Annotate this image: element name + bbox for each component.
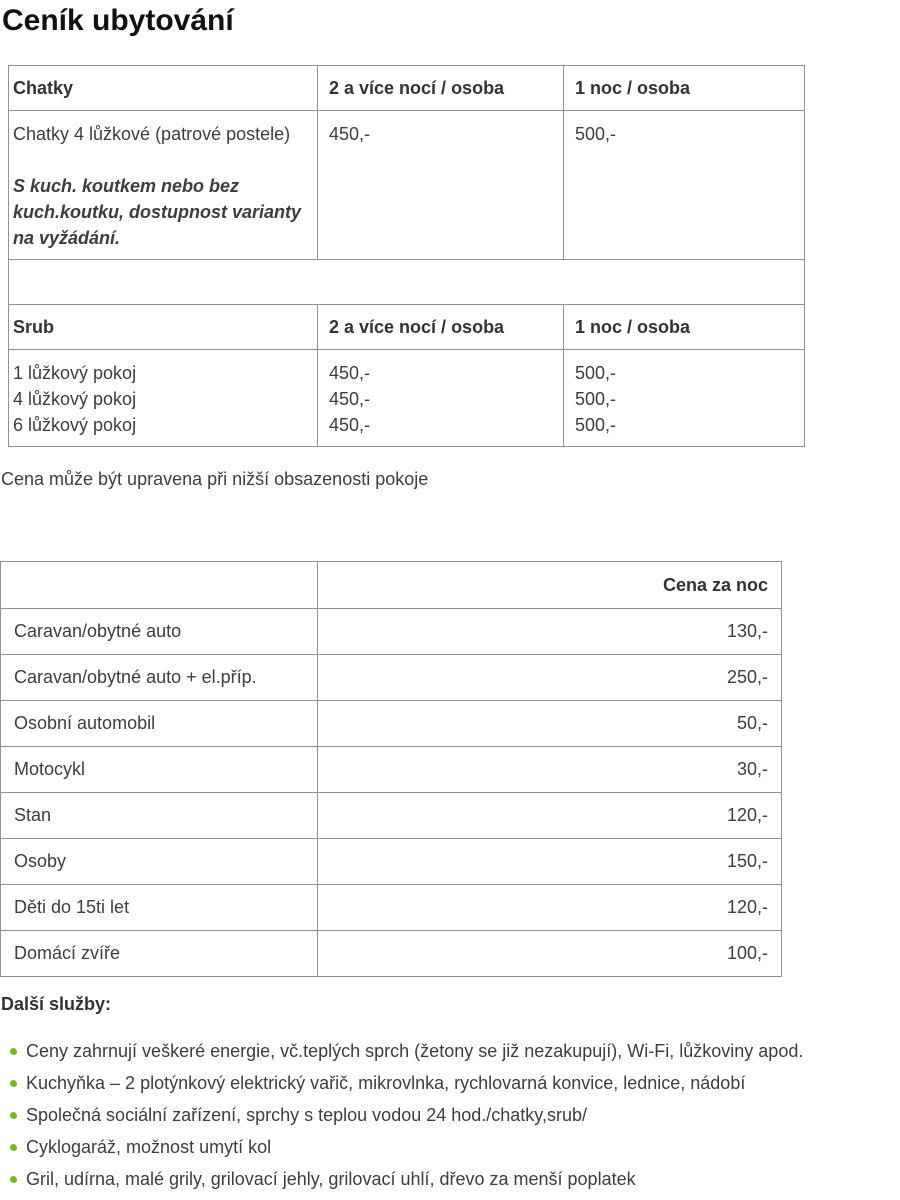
chatky-header-cell: Chatky <box>9 66 318 111</box>
services-list <box>0 1035 900 1195</box>
table-row <box>1 701 782 747</box>
occupancy-note: Cena může být upravena při nižší obsazenosti pokoje <box>1 469 429 489</box>
list-item <box>0 1099 900 1131</box>
page-title: Ceník ubytování <box>2 4 234 37</box>
list-item <box>0 1131 900 1163</box>
srub-data-row <box>9 350 805 447</box>
chatky-one-night-header-cell: 1 noc / osoba <box>564 66 805 111</box>
srub-room-4: 4 lůžkový pokoj <box>13 389 137 409</box>
table-row <box>1 931 782 977</box>
services-title: Další služby: <box>1 994 112 1014</box>
bullet-icon <box>10 1080 17 1087</box>
camp-row-label: Caravan/obytné auto + el.příp. <box>1 655 318 701</box>
camp-row-label: Osoby <box>1 839 318 885</box>
bullet-icon <box>10 1176 17 1183</box>
camp-row-price: 250,- <box>318 655 782 701</box>
bullet-icon <box>10 1144 17 1151</box>
service-text: Společná sociální zařízení, sprchy s teplou vodou 24 hod./chatky,srub/ <box>26 1104 587 1125</box>
table-row <box>1 793 782 839</box>
bullet-icon <box>10 1048 17 1055</box>
camp-row-label: Stan <box>1 793 318 839</box>
camp-row-price: 120,- <box>318 793 782 839</box>
camp-row-label: Děti do 15ti let <box>1 885 318 931</box>
table-row <box>1 747 782 793</box>
service-text: Kuchyňka – 2 plotýnkový elektrický vařič, mikrovlnka, rychlovarná konvice, lednice, nádobí <box>26 1072 746 1093</box>
service-text: Gril, udírna, malé grily, grilovací jehly, grilovací uhlí, dřevo za menší poplatek <box>26 1168 636 1189</box>
chatky-one-night-price: 500,- <box>564 111 805 260</box>
camp-row-price: 130,- <box>318 609 782 655</box>
srub-one-price-3: 500,- <box>575 415 617 435</box>
camp-row-price: 50,- <box>318 701 782 747</box>
camp-empty-header-cell <box>1 562 318 609</box>
srub-one-price-1: 500,- <box>575 363 617 383</box>
srub-room-1: 1 lůžkový pokoj <box>13 363 137 383</box>
srub-one-price-2: 500,- <box>575 389 617 409</box>
srub-multi-price-1: 450,- <box>329 363 371 383</box>
srub-multi-night-header-cell: 2 a více nocí / osoba <box>318 305 564 350</box>
service-text: Ceny zahrnují veškeré energie, vč.teplých sprch (žetony se již nezakupují), Wi-Fi, lůžkoviny apod. <box>26 1040 804 1061</box>
camp-row-price: 30,- <box>318 747 782 793</box>
camp-row-price: 150,- <box>318 839 782 885</box>
table-row <box>1 609 782 655</box>
srub-one-night-header-cell: 1 noc / osoba <box>564 305 805 350</box>
empty-spacer-row <box>9 260 805 305</box>
chatky-room-name: Chatky 4 lůžkové (patrové postele) <box>13 124 291 144</box>
chatky-kitchen-note: S kuch. koutkem nebo bez kuch.koutku, dostupnost varianty na vyžádání. <box>13 176 302 248</box>
table-row <box>1 885 782 931</box>
srub-rooms-cell <box>9 350 318 447</box>
srub-header-cell: Srub <box>9 305 318 350</box>
camp-row-price: 100,- <box>318 931 782 977</box>
chatky-multi-night-price: 450,- <box>318 111 564 260</box>
chatky-header-row <box>9 66 805 111</box>
list-item <box>0 1035 900 1067</box>
table-row <box>1 839 782 885</box>
chatky-multi-night-header-cell: 2 a více nocí / osoba <box>318 66 564 111</box>
camp-row-label: Motocykl <box>1 747 318 793</box>
camp-row-label: Domácí zvíře <box>1 931 318 977</box>
srub-multi-price-2: 450,- <box>329 389 371 409</box>
camp-row-price: 120,- <box>318 885 782 931</box>
empty-spacer-cell <box>9 260 805 305</box>
srub-multi-price-3: 450,- <box>329 415 371 435</box>
camp-row-label: Caravan/obytné auto <box>1 609 318 655</box>
srub-room-6: 6 lůžkový pokoj <box>13 415 137 435</box>
list-item <box>0 1163 900 1195</box>
service-text: Cyklogaráž, možnost umytí kol <box>26 1136 272 1157</box>
camp-row-label: Osobní automobil <box>1 701 318 747</box>
srub-multi-night-prices <box>318 350 564 447</box>
accommodation-price-table <box>8 65 805 447</box>
list-item <box>0 1067 900 1099</box>
table-row <box>1 655 782 701</box>
chatky-data-row <box>9 111 805 260</box>
chatky-description-cell <box>9 111 318 260</box>
camp-price-table <box>0 561 782 977</box>
srub-header-row <box>9 305 805 350</box>
bullet-icon <box>10 1112 17 1119</box>
srub-one-night-prices <box>564 350 805 447</box>
camp-header-row <box>1 562 782 609</box>
camp-price-header-cell: Cena za noc <box>318 562 782 609</box>
